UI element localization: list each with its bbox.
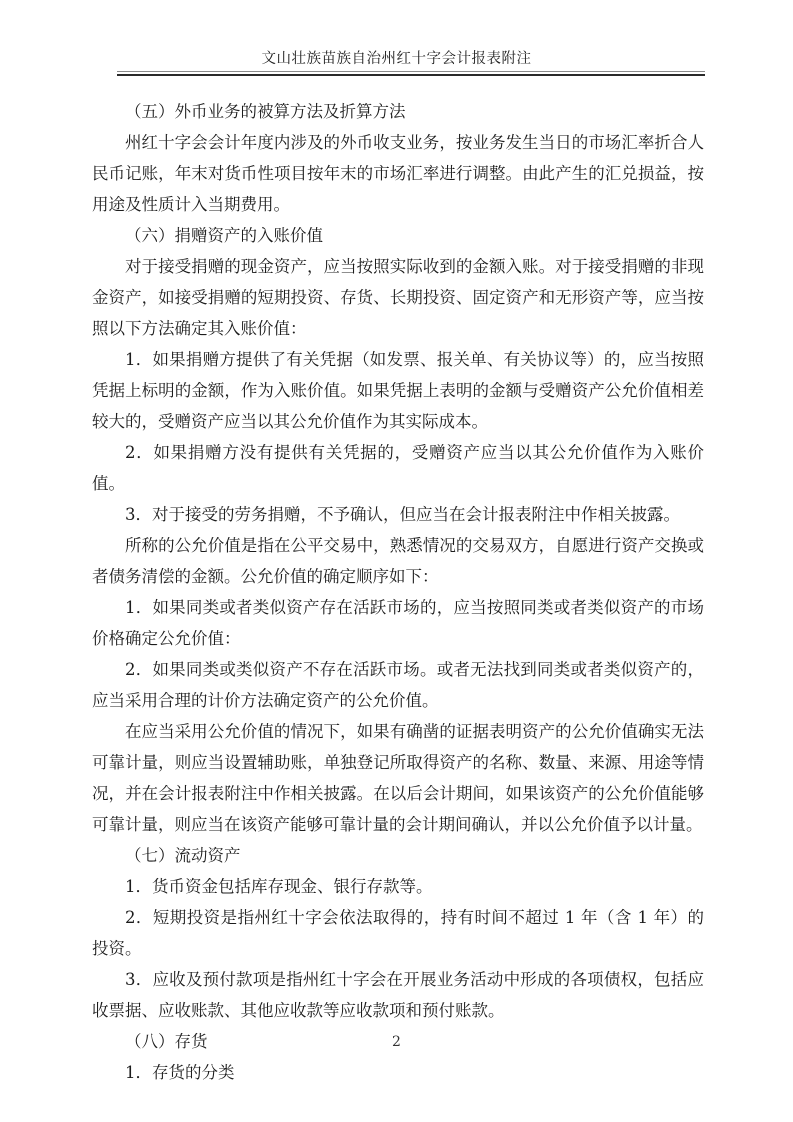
section-heading: （六）捐赠资产的入账价值	[125, 226, 323, 245]
paragraph: 2．如果同类或类似资产不存在活跃市场。或者无法找到同类或者类似资产的，应当采用合理的计价方法确定资产的公允价值。	[92, 660, 704, 710]
paragraph: 2．短期投资是指州红十字会依法取得的，持有时间不超过 1 年（含 1 年）的投资。	[92, 908, 704, 958]
header-title: 文山壮族苗族自治州红十字会计报表附注	[261, 51, 532, 67]
section-heading: （五）外币业务的被算方法及折算方法	[125, 102, 406, 121]
paragraph: 州红十字会会计年度内涉及的外币收支业务，按业务发生当日的市场汇率折合人民币记账，年末对货币性项目按年末的市场汇率进行调整。由此产生的汇兑损益，按用途及性质计入当期费用。	[92, 133, 704, 214]
paragraph: 在应当采用公允价值的情况下，如果有确凿的证据表明资产的公允价值确实无法可靠计量，则应当设置辅助账，单独登记所取得资产的名称、数量、来源、用途等情况，并在会计报表附注中作相关披露。在以后会计期间，如果该资产的公允价值能够可靠计量，则应当在该资产能够可靠计量的会计期间确认，并以公允价值予以计量。	[92, 722, 704, 834]
paragraph: 1．如果捐赠方提供了有关凭据（如发票、报关单、有关协议等）的，应当按照凭据上标明的金额，作为入账价值。如果凭据上表明的金额与受赠资产公允价值相差较大的，受赠资产应当以其公允价值作为其实际成本。	[92, 350, 704, 431]
paragraph: 3．应收及预付款项是指州红十字会在开展业务活动中形成的各项债权，包括应收票据、应收账款、其他应收款等应收款项和预付账款。	[92, 970, 704, 1020]
paragraph: 对于接受捐赠的现金资产，应当按照实际收到的金额入账。对于接受捐赠的非现金资产，如接受捐赠的短期投资、存货、长期投资、固定资产和无形资产等，应当按照以下方法确定其入账价值：	[92, 257, 704, 338]
header-rule	[117, 71, 705, 76]
section-heading: （八）存货	[125, 1032, 208, 1051]
page-footer	[0, 1034, 793, 1050]
paragraph: 2．如果捐赠方没有提供有关凭据的，受赠资产应当以其公允价值作为入账价值。	[92, 443, 704, 493]
document-body	[92, 96, 704, 1088]
paragraph: 所称的公允价值是指在公平交易中，熟悉情况的交易双方，自愿进行资产交换或者债务清偿的金额。公允价值的确定顺序如下：	[92, 536, 704, 586]
paragraph: 1．存货的分类	[125, 1063, 235, 1082]
page-number: 2	[392, 1034, 401, 1050]
paragraph: 1．货币资金包括库存现金、银行存款等。	[125, 877, 433, 896]
paragraph: 1．如果同类或者类似资产存在活跃市场的，应当按照同类或者类似资产的市场价格确定公允价值：	[92, 598, 704, 648]
paragraph: 3．对于接受的劳务捐赠，不予确认，但应当在会计报表附注中作相关披露。	[125, 505, 680, 524]
section-heading: （七）流动资产	[125, 846, 241, 865]
